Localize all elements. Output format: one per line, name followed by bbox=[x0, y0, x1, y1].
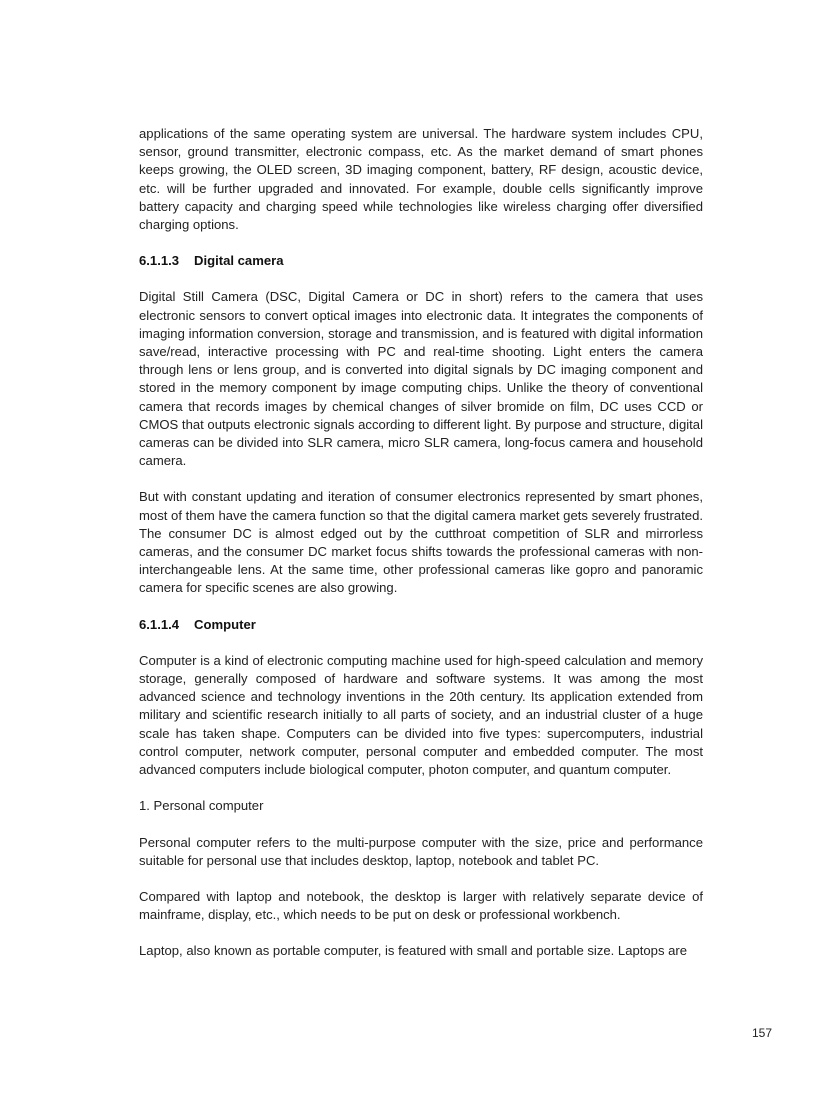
section-number: 6.1.1.3 bbox=[139, 253, 180, 269]
computer-paragraph: Computer is a kind of electronic computing machine used for high-speed calculation and memory storage, generally composed of hardware and software systems. It was among the most advanced science and technology inventions in the 20th century. Its application extended from military and scientific research initially to all parts of society, and an industrial cluster of a huge scale has taken shape. Computers can be divided into five types: supercomputers, industrial control computer, network computer, personal computer and embedded computer. The most advanced computers include biological computer, photon computer, and quantum computer. bbox=[139, 652, 703, 778]
section-title: Computer bbox=[194, 616, 256, 632]
spacer bbox=[139, 634, 703, 652]
spacer bbox=[139, 270, 703, 288]
spacer bbox=[139, 470, 703, 488]
personal-computer-paragraph-3: Laptop, also known as portable computer, is featured with small and portable size. Laptops are bbox=[139, 943, 688, 959]
personal-computer-paragraph-2: Compared with laptop and notebook, the desktop is larger with relatively separate device of mainframe, display, etc., which needs to be put on desk or professional workbench. bbox=[139, 888, 703, 923]
digital-camera-paragraph-2: But with constant updating and iteration of consumer electronics represented by smart phones, most of them have the camera function so that the digital camera market gets severely frustrated. The consumer DC is almost edged out by the cutthroat competition of SLR and mirrorless cameras, and the consumer DC market focus shifts towards the professional cameras with non-interchangeable lens. At the same time, other professional cameras like gopro and panoramic camera for specific scenes are also growing. bbox=[139, 489, 703, 596]
page-content bbox=[139, 125, 703, 961]
spacer bbox=[139, 598, 703, 616]
spacer bbox=[139, 779, 703, 797]
section-number: 6.1.1.4 bbox=[139, 616, 180, 632]
spacer bbox=[139, 234, 703, 252]
page-number: 157 bbox=[751, 1026, 772, 1040]
section-title: Digital camera bbox=[194, 253, 284, 269]
spacer bbox=[139, 870, 703, 888]
digital-camera-paragraph-1: Digital Still Camera (DSC, Digital Camera or DC in short) refers to the camera that uses electronic sensors to convert optical images into electronic data. It integrates the components of imaging information conversion, storage and transmission, and is featured with digital information save/read, interactive processing with PC and real-time shooting. Light enters the camera through lens or lens group, and is converted into digital signals by DC imaging component and stored in the memory component by image computing chips. Unlike the theory of conventional camera that records images by chemical changes of silver bromide on film, DC uses CCD or CMOS that outputs electronic signals according to different light. By purpose and structure, digital cameras can be divided into SLR camera, micro SLR camera, long-focus camera and household camera. bbox=[139, 289, 703, 469]
section-heading-digital-camera bbox=[139, 252, 703, 270]
intro-paragraph: applications of the same operating system are universal. The hardware system includes CPU, sensor, ground transmitter, electronic compass, etc. As the market demand of smart phones keeps growing, the OLED screen, 3D imaging component, battery, RF design, acoustic device, etc. will be further upgraded and innovated. For example, double cells significantly improve battery capacity and charging speed while technologies like wireless charging offer diversified charging options. bbox=[139, 126, 703, 233]
section-heading-computer bbox=[139, 616, 703, 634]
subheading-personal-computer: 1. Personal computer bbox=[139, 798, 264, 814]
personal-computer-paragraph-1: Personal computer refers to the multi-purpose computer with the size, price and performance suitable for personal use that includes desktop, laptop, notebook and tablet PC. bbox=[139, 834, 703, 868]
spacer bbox=[139, 924, 703, 942]
spacer bbox=[139, 816, 703, 834]
